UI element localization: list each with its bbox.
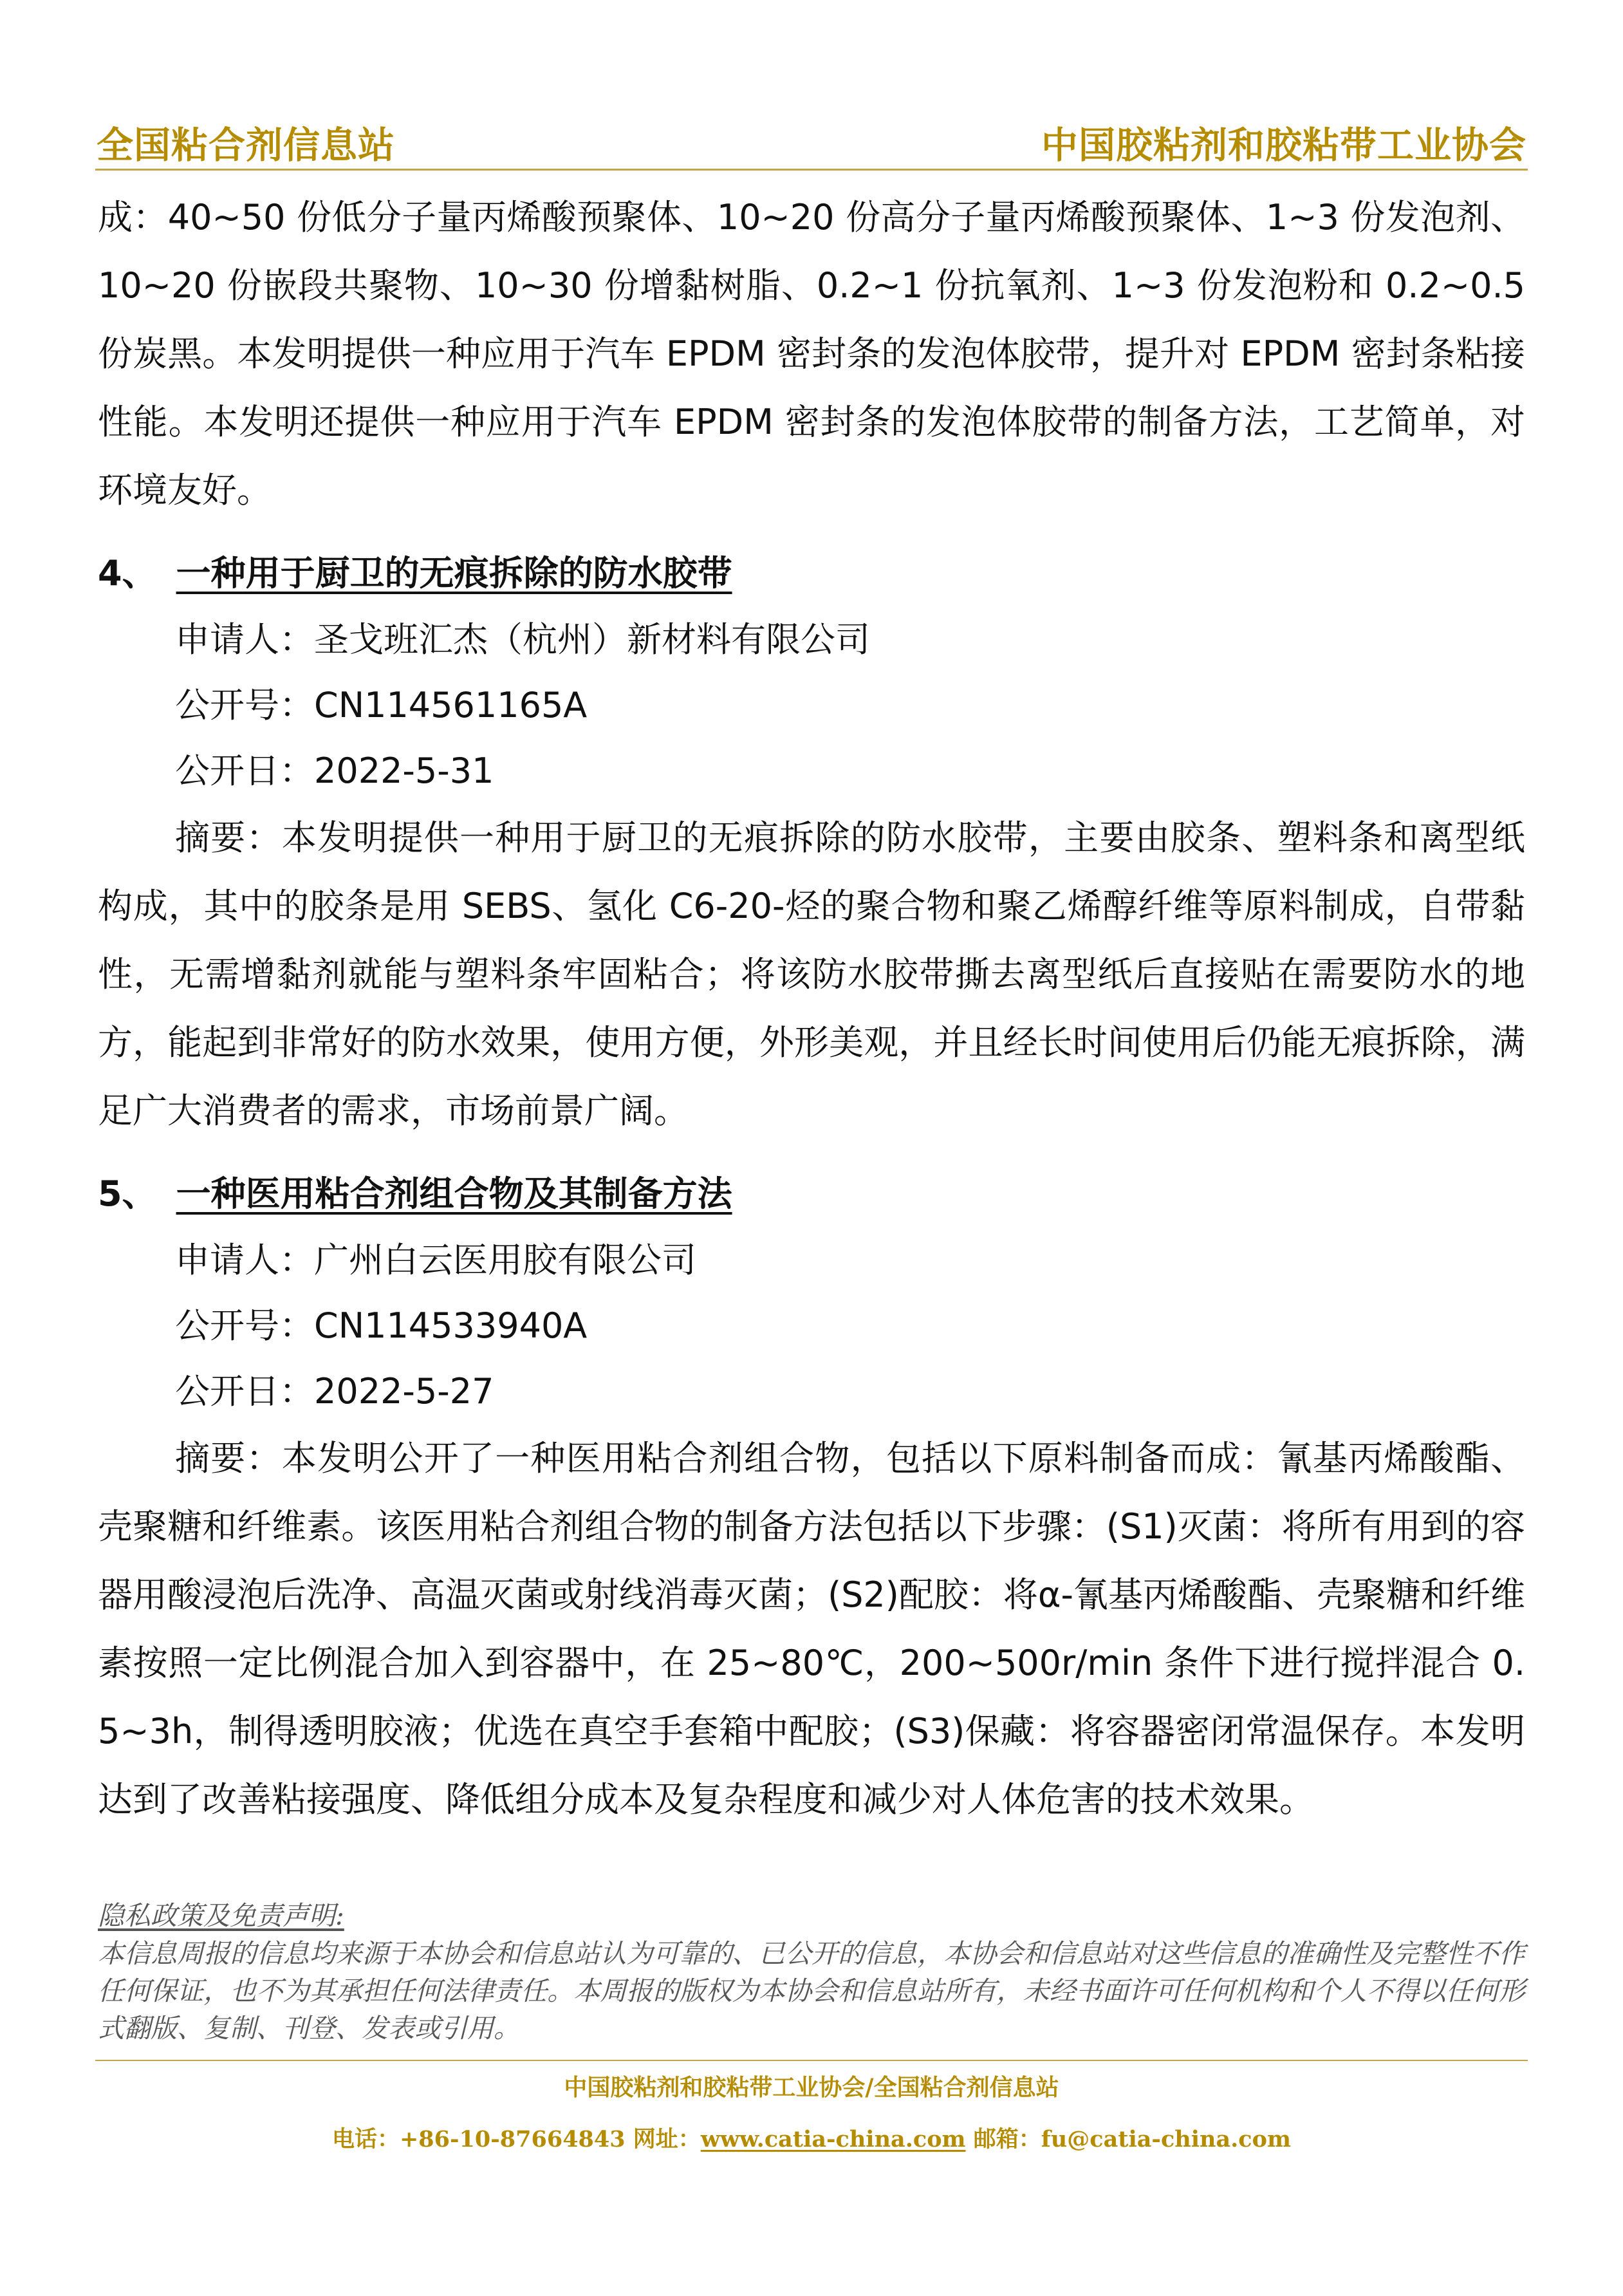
patent-5-abstract: 摘要：本发明公开了一种医用粘合剂组合物，包括以下原料制备而成：氰基丙烯酸酯、壳聚糖和纤维素。该医用粘合剂组合物的制备方法包括以下步骤：(S1)灭菌：将所有用到的容器用酸浸泡后洗净、高温灭菌或射线消毒灭菌；(S2)配胶：将α-氰基丙烯酸酯、壳聚糖和纤维素按照一定比例混合加入到容器中，在 25~80℃，200~500r/min 条件下进行搅拌混合 0.5~3h，制得透明胶液；优选在真空手套箱中配胶；(S3)保藏：将容器密闭常温保存。本发明达到了改善粘接强度、降低组分成本及复杂程度和减少对人体危害的技术效果。 (98, 1438, 1525, 1820)
footer-organization: 中国胶粘剂和胶粘带工业协会/全国粘合剂信息站 (564, 2074, 1059, 2101)
document-body (98, 183, 1525, 1834)
disclaimer-heading: 隐私政策及免责声明: (98, 1900, 344, 1931)
footer-phone: 电话：+86-10-87664843 (331, 2126, 626, 2152)
patent-5-publication-date: 公开日：2022-5-27 (175, 1371, 494, 1412)
patent-4-publication-number: 公开号：CN114561165A (175, 685, 588, 725)
header-right-title: 中国胶粘剂和胶粘带工业协会 (1041, 124, 1526, 167)
footer-website-link[interactable]: www.catia-china.com (700, 2126, 966, 2152)
patent-4-title: 一种用于厨卫的无痕拆除的防水胶带 (176, 553, 732, 593)
patent-5-heading (98, 1161, 1525, 1227)
patent-5-title: 一种医用粘合剂组合物及其制备方法 (176, 1173, 732, 1214)
disclaimer-block (98, 1899, 1525, 2047)
footer-contact (0, 2122, 1623, 2154)
patent-5-publication-number: 公开号：CN114533940A (175, 1305, 588, 1346)
patent-4-applicant: 申请人：圣戈班汇杰（杭州）新材料有限公司 (175, 619, 870, 660)
patent-4-heading (98, 540, 1525, 607)
page-header (95, 109, 1528, 167)
patent-5-number: 5、 (98, 1173, 157, 1214)
header-left-title: 全国粘合剂信息站 (97, 124, 395, 167)
footer-divider (95, 2060, 1528, 2061)
patent-4-abstract: 摘要：本发明提供一种用于厨卫的无痕拆除的防水胶带，主要由胶条、塑料条和离型纸构成，其中的胶条是用 SEBS、氢化 C6-20-烃的聚合物和聚乙烯醇纤维等原料制成，自带黏性，无需增黏剂就能与塑料条牢固粘合；将该防水胶带撕去离型纸后直接贴在需要防水的地方，能起到非常好的防水效果，使用方便，外形美观，并且经长时间使用后仍能无痕拆除，满足广大消费者的需求，市场前景广阔。 (98, 817, 1525, 1131)
patent-5-applicant: 申请人：广州白云医用胶有限公司 (175, 1240, 696, 1280)
patent-4-number: 4、 (98, 553, 157, 593)
intro-paragraph: 成：40~50 份低分子量丙烯酸预聚体、10~20 份高分子量丙烯酸预聚体、1~3 份发泡剂、10~20 份嵌段共聚物、10~30 份增黏树脂、0.2~1 份抗氧剂、1~3 份发泡粉和 0.2~0.5 份炭黑。本发明提供一种应用于汽车 EPDM 密封条的发泡体胶带，提升对 EPDM 密封条粘接性能。本发明还提供一种应用于汽车 EPDM 密封条的发泡体胶带的制备方法，工艺简单，对环境友好。 (98, 197, 1525, 510)
patent-4-publication-date: 公开日：2022-5-31 (175, 751, 494, 791)
header-divider (95, 169, 1528, 171)
footer-website-label: 网址： (633, 2126, 701, 2152)
footer-email-link[interactable]: fu@catia-china.com (1041, 2126, 1291, 2152)
disclaimer-text: 本信息周报的信息均来源于本协会和信息站认为可靠的、已公开的信息，本协会和信息站对这些信息的准确性及完整性不作任何保证，也不为其承担任何法律责任。本周报的版权为本协会和信息站所有，未经书面许可任何机构和个人不得以任何形式翻版、复制、刊登、发表或引用。 (98, 1938, 1525, 2044)
footer-email-label: 邮箱： (973, 2126, 1041, 2152)
